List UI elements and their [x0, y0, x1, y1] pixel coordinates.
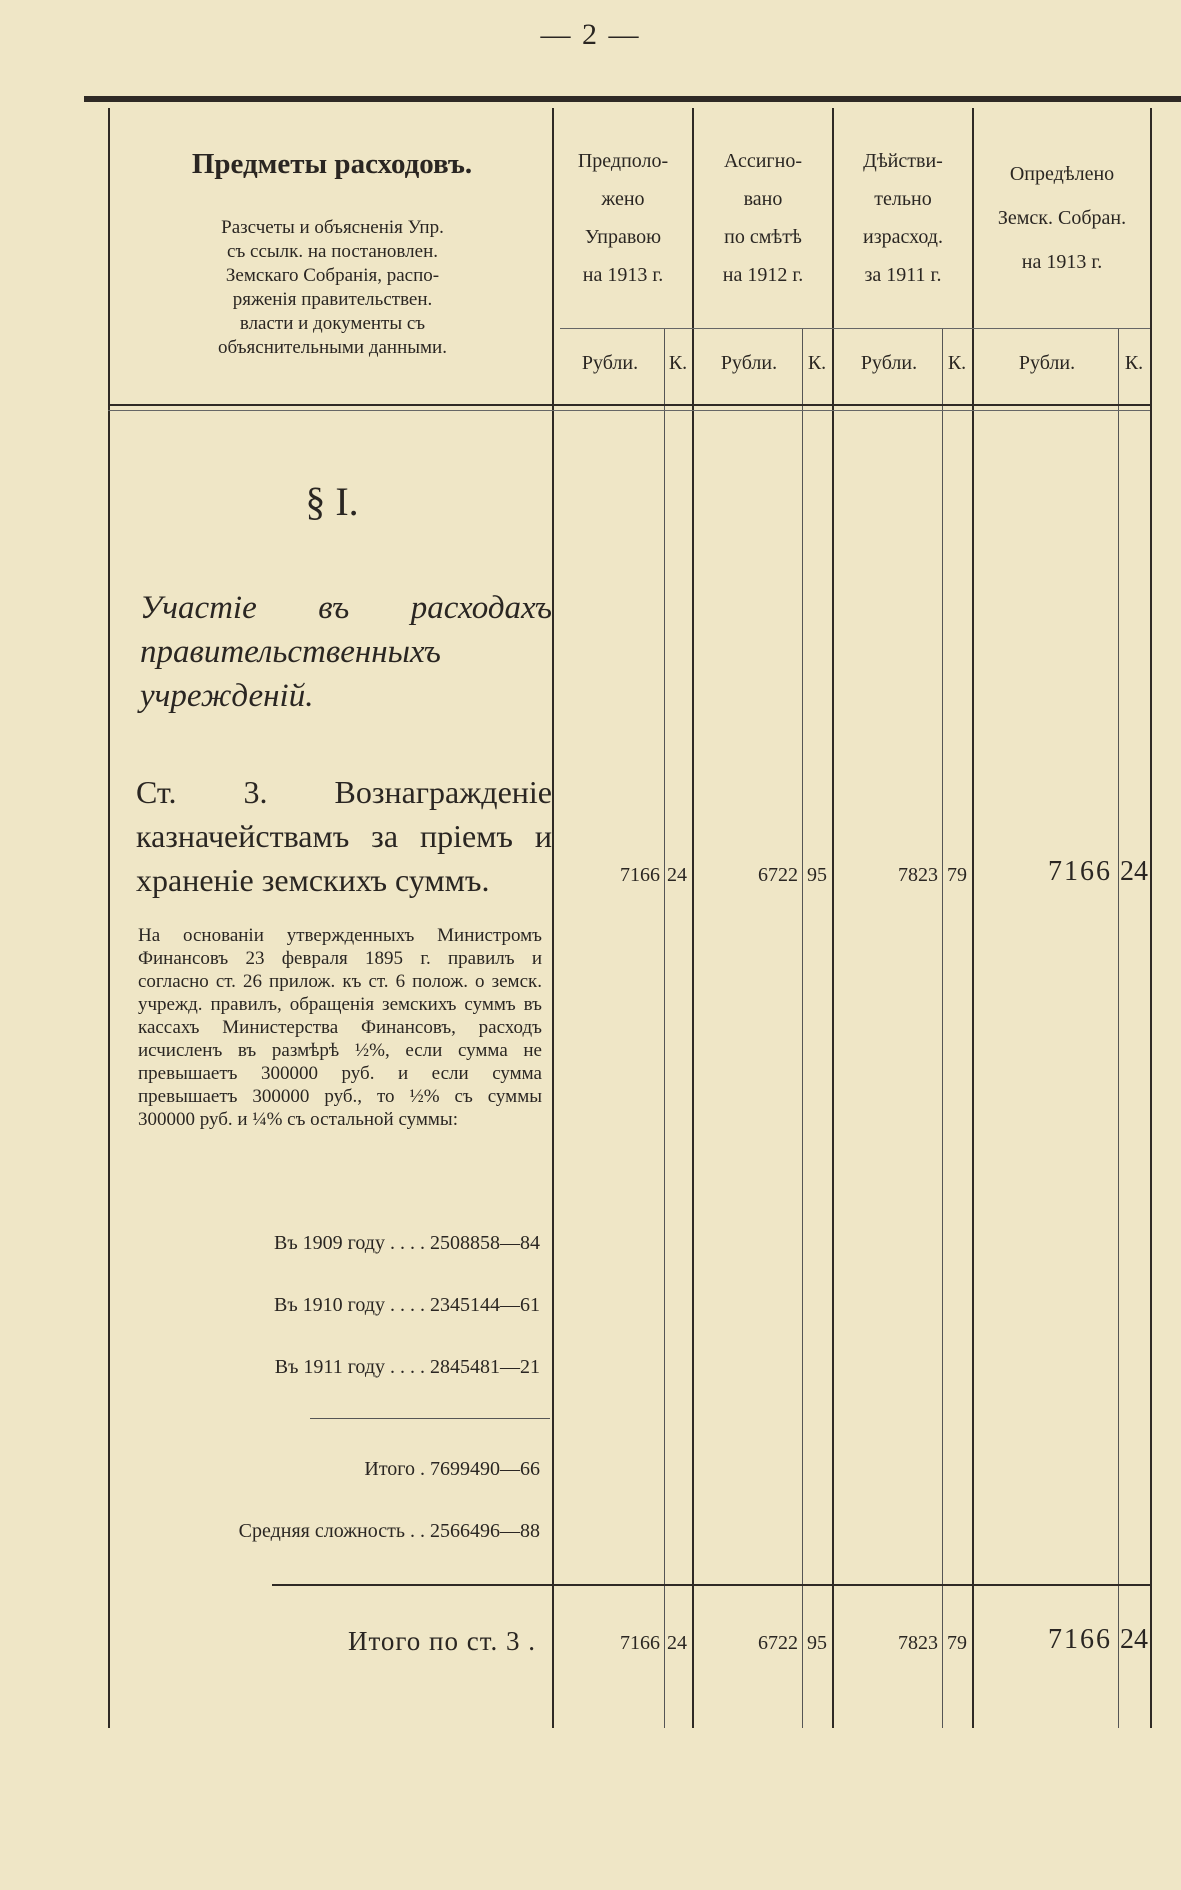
value-proposed-kopecks: 24 — [667, 864, 687, 886]
unit-kopecks: К. — [668, 352, 688, 374]
subtitle-line: съ ссылк. на постановлен. — [227, 241, 438, 262]
value-determined-kopecks: 24 — [1120, 856, 1148, 887]
value-determined-rubles: 7166 — [1048, 856, 1112, 887]
unit-kopecks: К. — [947, 352, 967, 374]
itogo-determined-rubles: 7166 — [1048, 1624, 1112, 1655]
kopeck-divider — [802, 328, 803, 1728]
subtitle-line: ряженія правительствен. — [232, 289, 433, 310]
section-mark: § I. — [305, 479, 359, 524]
itogo-determined-kopecks: 24 — [1120, 1624, 1148, 1655]
subtitle-line: объяснительными данными. — [218, 337, 447, 358]
column-header-spent: Дѣйстви- тельно израсход. за 1911 г. — [863, 150, 943, 286]
column-header-determined: Опредѣлено Земск. Собран. на 1913 г. — [997, 163, 1127, 273]
unit-rubles: Рубли. — [581, 352, 639, 374]
value-assigned-rubles: 6722 — [758, 864, 798, 886]
subtitle-line: Земскаго Собранія, распо- — [225, 265, 440, 286]
year-1911-row: Въ 1911 году . . . . 2845481—21 — [274, 1356, 540, 1378]
header-bottom-rule-thin — [108, 410, 1150, 411]
table-right-border — [1150, 108, 1152, 1728]
year-1909-row: Въ 1909 году . . . . 2508858—84 — [274, 1232, 540, 1254]
value-spent-rubles: 7823 — [898, 864, 938, 886]
unit-kopecks: К. — [807, 352, 827, 374]
itogo-spent-rubles: 7823 — [898, 1632, 938, 1654]
unit-rubles: Рубли. — [720, 352, 778, 374]
itogo-assigned-rubles: 6722 — [758, 1632, 798, 1654]
article-title: Ст. 3. Вознагражденіе казначействамъ за пріемъ и храненіе земскихъ суммъ. — [136, 774, 552, 898]
header-title: Предметы расходовъ. — [191, 148, 473, 180]
sum-rule — [310, 1418, 550, 1419]
subtitle-line: Разсчеты и объясненія Упр. — [221, 217, 444, 238]
subtitle-line: власти и документы съ — [239, 313, 426, 334]
column-divider — [972, 108, 974, 1728]
itogo-top-rule — [272, 1584, 1150, 1586]
itogo-proposed-rubles: 7166 — [620, 1632, 660, 1654]
itogo-label: Итого по ст. 3 . — [347, 1626, 536, 1656]
unit-kopecks: К. — [1124, 352, 1144, 374]
unit-rubles: Рубли. — [860, 352, 918, 374]
itogo-spent-kopecks: 79 — [947, 1632, 967, 1654]
kopeck-divider — [1118, 328, 1119, 1728]
total-row: Итого . 7699490—66 — [364, 1458, 540, 1480]
year-1910-row: Въ 1910 году . . . . 2345144—61 — [274, 1294, 540, 1316]
itogo-assigned-kopecks: 95 — [807, 1632, 827, 1654]
page-number: — 2 — — [540, 18, 641, 51]
column-divider — [692, 108, 694, 1728]
kopeck-divider — [664, 328, 665, 1728]
article-note: На основаніи утвержденныхъ Министромъ Финансовъ 23 февраля 1895 г. правилъ и согласно ст. 26 прилож. къ ст. 6 полож. о земск. учрежд. правилъ, обращенія земскихъ суммъ въ кассахъ Министерства Финансовъ, расходъ исчисленъ въ размѣрѣ ½%, если сумма не превышаетъ 300000 руб. и если сумма превышаетъ 300000 руб., то ½% съ суммы 300000 руб. и ¼% съ остальной суммы: — [138, 925, 542, 1130]
header-subtitle — [160, 216, 505, 360]
header-bottom-rule — [108, 404, 1150, 406]
average-row: Средняя сложность . . 2566496—88 — [238, 1520, 540, 1542]
value-spent-kopecks: 79 — [947, 864, 967, 886]
column-divider — [832, 108, 834, 1728]
column-divider — [552, 108, 554, 1728]
value-proposed-rubles: 7166 — [620, 864, 660, 886]
section-title: Участіе въ расходахъ правительственныхъ учрежденій. — [140, 590, 552, 714]
value-assigned-kopecks: 95 — [807, 864, 827, 886]
kopeck-divider — [942, 328, 943, 1728]
top-rule — [84, 96, 1181, 102]
column-header-proposed: Предполо- жено Управою на 1913 г. — [577, 150, 669, 286]
column-header-assigned: Ассигно- вано по смѣтѣ на 1912 г. — [722, 150, 804, 286]
table-left-border — [108, 108, 110, 1728]
itogo-proposed-kopecks: 24 — [667, 1632, 687, 1654]
unit-rubles: Рубли. — [1018, 352, 1076, 374]
unit-row-rule — [560, 328, 1150, 329]
